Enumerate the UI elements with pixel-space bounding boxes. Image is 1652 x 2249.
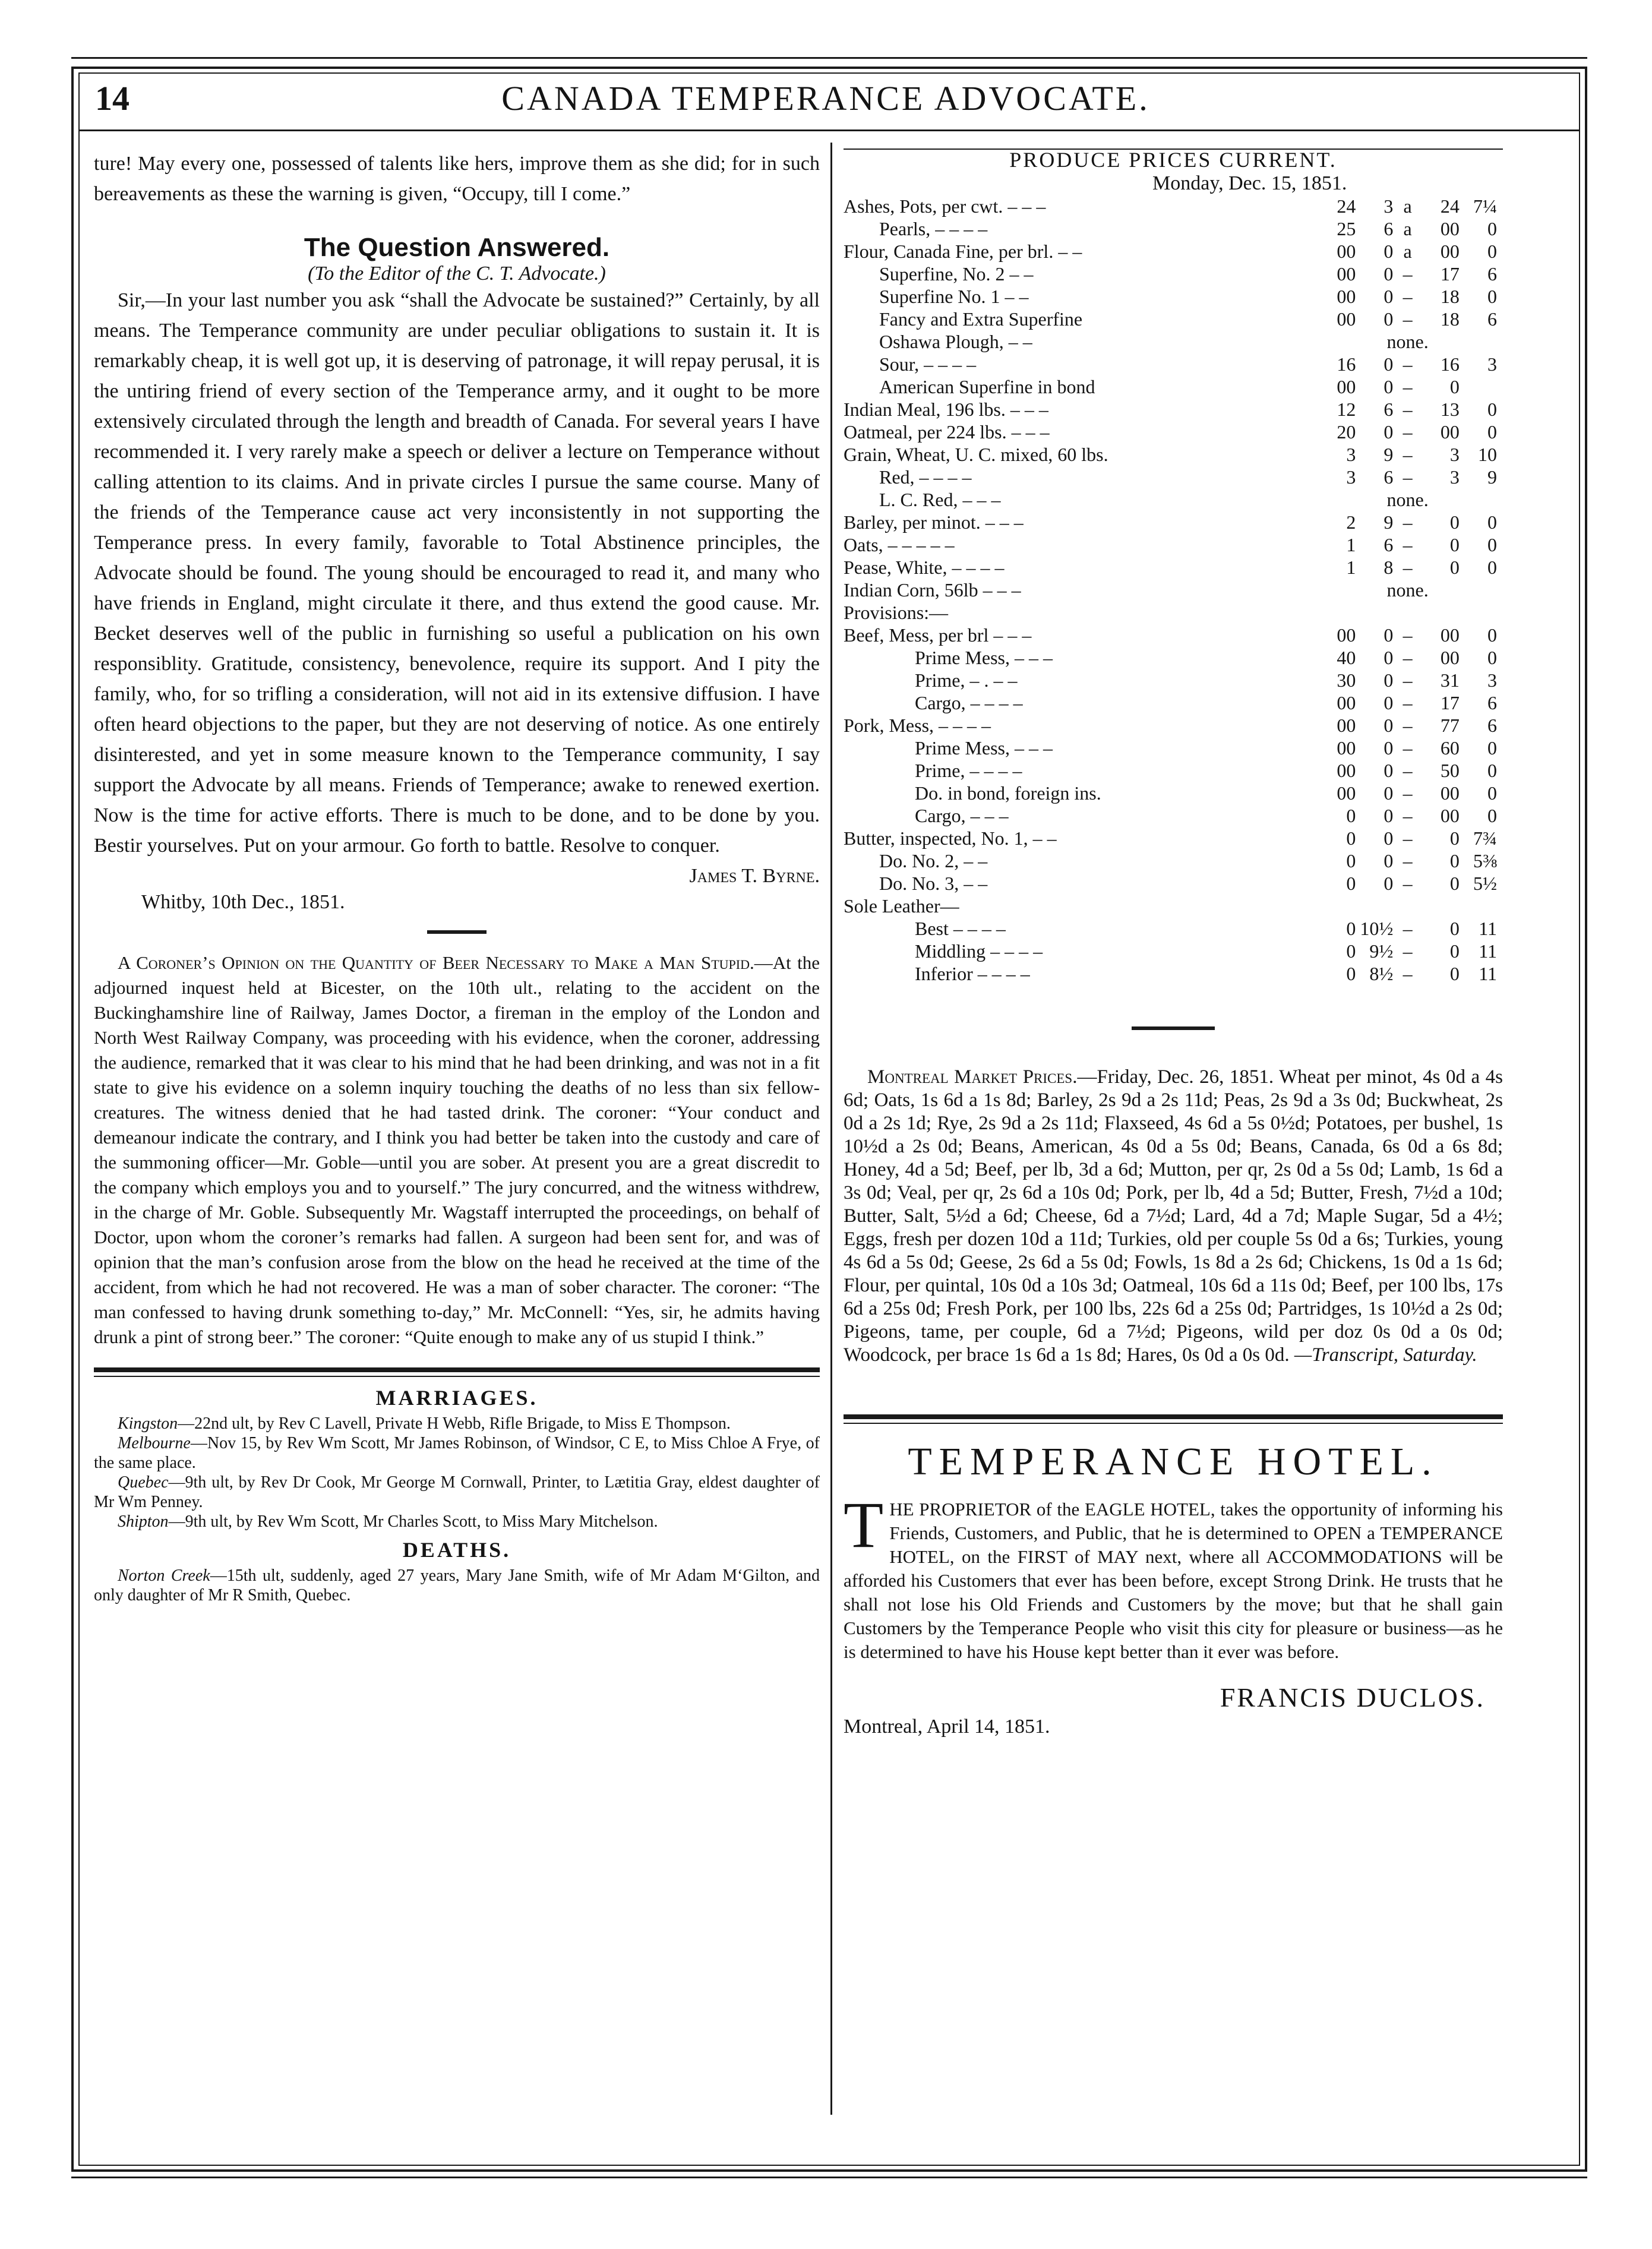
price-separator: – (1403, 805, 1413, 826)
page-number: 14 (95, 79, 129, 118)
notice-text: —9th ult, by Rev Wm Scott, Mr Charles Scott, to Miss Mary Mitchelson. (168, 1512, 658, 1531)
price-high-shillings: 0 (1449, 963, 1460, 984)
price-low-pence: 0 (1383, 873, 1394, 894)
price-high-shillings: 31 (1440, 669, 1460, 691)
price-spacer (1318, 895, 1497, 917)
price-row (844, 872, 1497, 895)
price-high-shillings: 00 (1440, 647, 1460, 668)
price-low-pence: 3 (1383, 195, 1394, 217)
price-separator: – (1403, 873, 1413, 894)
price-row (844, 714, 1497, 737)
price-row (844, 691, 1497, 714)
price-high-shillings: 77 (1440, 715, 1460, 736)
price-row (844, 669, 1497, 691)
price-high-shillings: 00 (1440, 241, 1460, 262)
price-item: American Superfine in bond (879, 376, 1095, 397)
price-high-pence: 11 (1479, 963, 1497, 984)
price-row (844, 398, 1497, 421)
marriages-heading: MARRIAGES. (375, 1386, 538, 1410)
price-item: Barley, per minot. – – – (844, 511, 1024, 533)
price-row (844, 579, 1497, 601)
price-item: Beef, Mess, per brl – – – (844, 624, 1032, 646)
price-separator: – (1403, 647, 1413, 668)
price-separator: – (1403, 624, 1413, 646)
prices-table-body (844, 195, 1497, 985)
price-item: Prime, – . – – (915, 669, 1018, 691)
price-item: Prime Mess, – – – (915, 647, 1053, 668)
price-low-pence: 9 (1383, 511, 1394, 533)
price-high-pence: 7¾ (1473, 827, 1497, 849)
price-separator: – (1403, 444, 1413, 465)
price-low-pence: 0 (1383, 737, 1394, 759)
price-separator: – (1403, 669, 1413, 691)
price-row (844, 601, 1497, 624)
letter-signature-line (94, 861, 820, 891)
price-high-shillings: 0 (1449, 511, 1460, 533)
price-low-shillings: 00 (1337, 624, 1356, 646)
price-item: Oatmeal, per 224 lbs. – – – (844, 421, 1050, 443)
price-item: Do. in bond, foreign ins. (915, 782, 1101, 804)
price-row (844, 849, 1497, 872)
price-separator: a (1403, 195, 1412, 217)
price-high-shillings: 0 (1449, 534, 1460, 555)
price-high-pence: 0 (1487, 557, 1497, 578)
hotel-heading: TEMPERANCE HOTEL. (908, 1440, 1439, 1483)
price-row (844, 827, 1497, 849)
price-low-pence: 0 (1383, 308, 1394, 330)
price-low-pence: 0 (1383, 782, 1394, 804)
price-item: Ashes, Pots, per cwt. – – – (844, 195, 1046, 217)
letter-body: Sir,—In your last number you ask “shall the Advocate be sustained?” Certainly, by all means. The Temperance community are under peculiar obligations to sustain it. It is remarkably cheap, it is well got up, it is deserving of patronage, it will repay perusal, it is the untiring friend of every section of the Temperance army, and it ought to be more extensively circulated through the length and breadth of Canada. For several years I have recommended it. I very rarely make a speech or deliver a lecture on Temperance without calling attention to its claims. And in private circles I pursue the same course. Many of the friends of the Temperance cause act very inconsistently in not supporting the Temperance press. In every family, favorable to Total Abstinence principles, the Advocate should be found. The young should be encouraged to read it, and many who have friends in England, might circulate it there, and thus extend the good cause. Mr. Becket deserves well of the public in furnishing so useful a publication on his own responsiblity. Gratitude, consistency, benevolence, require its support. And I pity the family, who, for so trifling a consideration, will not aid in its extensive diffusion. I have often heard objections to the paper, but they are not deserving of notice. As one entirely disinterested, and yet in some measure known to the Temperance community, I say support the Advocate by all means. Friends of Temperance; awake to renewed exertion. Now is the time for active efforts. There is much to be done, and to be done by you. Bestir yourselves. Put on your armour. Go forth to battle. Resolve to conquer. (94, 289, 820, 857)
price-separator: – (1403, 421, 1413, 443)
price-low-shillings: 0 (1346, 850, 1356, 871)
price-row (844, 917, 1497, 940)
price-row (844, 895, 1497, 917)
price-row (844, 263, 1497, 285)
price-item: Pearls, – – – – (879, 218, 988, 239)
price-high-pence: 6 (1487, 308, 1497, 330)
market-text: —Friday, Dec. 26, 1851. Wheat per minot, 4s 0d a 4s 6d; Oats, 1s 6d a 1s 8d; Barley, 2s 9d a 2s 11d; Peas, 2s 9d a 3s 0d; Buckwheat, 2s 0d a 2s 1d; Rye, 2s 9d a 2s 11d; Flaxseed, 4s 6d a 5s 0½d; Potatoes, per bushel, 1s 10½d a 2s 0d; Beans, American, 4s 0d a 5s 0d; Beans, Canada, 6s 0d a 6s 8d; Honey, 4d a 5d; Beef, per lb, 3d a 6d; Mutton, per qr, 2s 0d a 5s 0d; Lamb, 1s 6d a 3s 0d; Veal, per qr, 2s 6d a 10s 0d; Pork, per lb, 4d a 5d; Butter, Fresh, 7½d a 10d; Butter, Salt, 5½d a 6d; Cheese, 6d a 7½d; Lard, 4d a 7d; Maple Sugar, 5d a 4½; Eggs, fresh per dozen 10d a 11d; Turkies, old per couple 5s 0d a 6s; Turkies, young 4s 6d a 5s 0d; Geese, 2s 6d a 5s 0d; Fowls, 1s 8d a 2s 6d; Chickens, 1s 0d a 1s 6d; Flour, per quintal, 10s 0d a 10s 3d; Oatmeal, 10s 6d a 11s 0d; Beef, per 100 lbs, 17s 6d a 25s 0d; Fresh Pork, per 100 lbs, 22s 6d a 25s 0d; Partridges, 1s 10½d a 2s 0d; Pigeons, tame, per couple, 6d a 7½d; Pigeons, wild per doz 0s 0d a 0s 0d; Woodcock, per brace 1s 6d a 1s 8d; Hares, 0s 0d a 0s 0d. (844, 1066, 1503, 1366)
price-low-pence: 0 (1383, 669, 1394, 691)
marriages-list (94, 1414, 820, 1531)
price-item: Flour, Canada Fine, per brl. – – (844, 241, 1082, 262)
price-low-shillings: 00 (1337, 263, 1356, 285)
letter-heading: The Question Answered. (304, 233, 610, 262)
price-low-shillings: 00 (1337, 715, 1356, 736)
price-low-shillings: 00 (1337, 241, 1356, 262)
price-row (844, 556, 1497, 579)
price-separator: – (1403, 850, 1413, 871)
price-low-shillings: 00 (1337, 737, 1356, 759)
price-separator: – (1403, 963, 1413, 984)
price-high-pence: 5⅜ (1473, 850, 1497, 871)
price-low-shillings: 16 (1337, 353, 1356, 375)
price-high-pence: 6 (1487, 692, 1497, 713)
price-low-pence: 6 (1383, 399, 1394, 420)
price-separator: – (1403, 286, 1413, 307)
price-low-pence: 6 (1383, 466, 1394, 488)
price-low-shillings: 0 (1346, 918, 1356, 939)
right-column (844, 149, 1503, 1738)
price-item: Fancy and Extra Superfine (879, 308, 1083, 330)
price-high-shillings: 17 (1440, 692, 1460, 713)
price-high-shillings: 0 (1449, 850, 1460, 871)
price-high-shillings: 50 (1440, 760, 1460, 781)
prices-heading: PRODUCE PRICES CURRENT. (1009, 148, 1337, 172)
price-high-pence: 0 (1487, 805, 1497, 826)
price-high-shillings: 00 (1440, 421, 1460, 443)
price-high-shillings: 0 (1449, 873, 1460, 894)
price-item: Indian Corn, 56lb – – – (844, 579, 1021, 601)
price-low-shillings: 00 (1337, 286, 1356, 307)
price-low-shillings: 3 (1346, 444, 1356, 465)
price-high-shillings: 0 (1449, 827, 1460, 849)
price-low-pence: 6 (1383, 534, 1394, 555)
price-item: Cargo, – – – – (915, 692, 1023, 713)
letter-dateline: Whitby, 10th Dec., 1851. (141, 891, 345, 913)
price-none: none. (1386, 331, 1429, 352)
price-item: Pease, White, – – – – (844, 557, 1005, 578)
price-row (844, 804, 1497, 827)
notice-text: —15th ult, suddenly, aged 27 years, Mary Jane Smith, wife of Mr Adam M‘Gilton, and only daughter of Mr R Smith, Quebec. (94, 1566, 820, 1604)
notice-place: Kingston (118, 1414, 178, 1433)
heavy-rule (844, 1414, 1503, 1419)
notice-place: Shipton (118, 1512, 169, 1531)
price-item: Pork, Mess, – – – – (844, 715, 991, 736)
price-low-shillings: 0 (1346, 827, 1356, 849)
price-high-pence: 3 (1487, 353, 1497, 375)
market-source: —Transcript, Saturday. (1294, 1344, 1477, 1366)
price-item: Do. No. 3, – – (879, 873, 988, 894)
price-item: Sour, – – – – (879, 353, 977, 375)
masthead-rule (80, 129, 1579, 131)
price-high-pence: 3 (1487, 669, 1497, 691)
price-separator: – (1403, 511, 1413, 533)
price-high-pence: 11 (1479, 918, 1497, 939)
price-none: none. (1386, 489, 1429, 510)
price-high-pence: 9 (1487, 466, 1497, 488)
price-low-pence: 0 (1383, 827, 1394, 849)
notice-text: —22nd ult, by Rev C Lavell, Private H Webb, Rifle Brigade, to Miss E Thompson. (178, 1414, 731, 1433)
price-low-pence: 0 (1383, 715, 1394, 736)
section-divider (1132, 1026, 1215, 1030)
price-row (844, 308, 1497, 330)
price-low-shillings: 00 (1337, 308, 1356, 330)
price-separator: – (1403, 466, 1413, 488)
price-low-shillings: 0 (1346, 805, 1356, 826)
masthead-title: CANADA TEMPERANCE ADVOCATE. (501, 79, 1150, 118)
price-low-pence: 8½ (1369, 963, 1394, 984)
price-low-pence: 9 (1383, 444, 1394, 465)
notice-place: Norton Creek (118, 1566, 210, 1585)
price-high-shillings: 24 (1440, 195, 1460, 217)
price-low-pence: 0 (1383, 263, 1394, 285)
price-item: Oats, – – – – – (844, 534, 955, 555)
price-high-pence: 0 (1487, 647, 1497, 668)
price-low-pence: 9½ (1369, 940, 1394, 962)
price-low-pence: 0 (1383, 376, 1394, 397)
price-row (844, 217, 1497, 240)
price-high-shillings: 17 (1440, 263, 1460, 285)
price-row (844, 511, 1497, 533)
price-separator: – (1403, 557, 1413, 578)
price-item: Prime Mess, – – – (915, 737, 1053, 759)
price-high-pence: 0 (1487, 782, 1497, 804)
price-high-shillings: 00 (1440, 624, 1460, 646)
price-low-shillings: 0 (1346, 873, 1356, 894)
prices-date: Monday, Dec. 15, 1851. (1152, 172, 1347, 194)
price-separator: – (1403, 263, 1413, 285)
hotel-text: HE PROPRIETOR of the EAGLE HOTEL, takes the opportunity of informing his Friends, Customers, and Public, that he is determined to OPEN a TEMPERANCE HOTEL, on the FIRST of MAY next, where all ACCOMMODATIONS will be afforded his Customers that ever has been before, except Strong Drink. He trusts that he shall not lose his Old Friends and Customers by the move; but that he shall gain Customers by the Temperance People who visit this city for pleasure or business—as he is determined to have his House kept better than it ever was before. (844, 1499, 1503, 1662)
price-high-shillings: 0 (1449, 376, 1460, 397)
price-row (844, 533, 1497, 556)
marriage-notice (94, 1512, 820, 1531)
price-item: Provisions:— (844, 602, 949, 623)
price-item: Inferior – – – – (915, 963, 1030, 984)
price-low-pence: 0 (1383, 647, 1394, 668)
price-high-shillings: 0 (1449, 557, 1460, 578)
price-low-shillings: 3 (1346, 466, 1356, 488)
price-high-pence: 0 (1487, 241, 1497, 262)
price-separator: – (1403, 760, 1413, 781)
column-divider (830, 143, 832, 2115)
price-separator: – (1403, 827, 1413, 849)
bottom-rule (71, 2177, 1587, 2178)
price-none: none. (1386, 579, 1429, 601)
price-low-pence: 0 (1383, 805, 1394, 826)
price-row (844, 962, 1497, 985)
price-item: Best – – – – (915, 918, 1006, 939)
price-high-shillings: 3 (1449, 466, 1460, 488)
notice-text: —Nov 15, by Rev Wm Scott, Mr James Robinson, of Windsor, C E, to Miss Chloe A Frye, of the same place. (94, 1434, 820, 1472)
price-item: Indian Meal, 196 lbs. – – – (844, 399, 1048, 420)
letter-signature: James T. Byrne. (689, 865, 820, 887)
price-high-shillings: 00 (1440, 782, 1460, 804)
hotel-date: Montreal, April 14, 1851. (844, 1716, 1050, 1738)
price-item: Middling – – – – (915, 940, 1043, 962)
price-low-shillings: 0 (1346, 940, 1356, 962)
price-low-shillings: 40 (1337, 647, 1356, 668)
price-separator: – (1403, 534, 1413, 555)
letter-subheading: (To the Editor of the C. T. Advocate.) (308, 263, 606, 285)
price-row (844, 466, 1497, 488)
hotel-advertisement (844, 1489, 1503, 1664)
price-high-shillings: 13 (1440, 399, 1460, 420)
price-row (844, 421, 1497, 443)
hotel-signature: FRANCIS DUCLOS. (1220, 1682, 1485, 1713)
price-low-shillings: 24 (1337, 195, 1356, 217)
marriage-notice (94, 1473, 820, 1512)
price-row (844, 759, 1497, 782)
notice-text: —9th ult, by Rev Dr Cook, Mr George M Cornwall, Printer, to Lætitia Gray, eldest daughter of Mr Wm Penney. (94, 1473, 820, 1511)
price-separator: – (1403, 692, 1413, 713)
price-separator: – (1403, 940, 1413, 962)
continuation-text: ture! May every one, possessed of talents like hers, improve them as she did; for in such bereavements as these the warning is given, “Occupy, till I come.” (94, 153, 820, 205)
price-low-shillings: 00 (1337, 376, 1356, 397)
price-item: Butter, inspected, No. 1, – – (844, 827, 1057, 849)
price-item: Red, – – – – (879, 466, 972, 488)
left-column (94, 149, 820, 1605)
section-divider (427, 930, 487, 934)
price-low-shillings: 0 (1346, 963, 1356, 984)
price-low-shillings: 12 (1337, 399, 1356, 420)
price-low-pence: 6 (1383, 218, 1394, 239)
price-low-shillings: 25 (1337, 218, 1356, 239)
top-rule (71, 57, 1587, 59)
thin-rule (94, 1376, 820, 1377)
price-high-pence (1460, 375, 1497, 398)
price-item: Superfine, No. 2 – – (879, 263, 1034, 285)
price-row (844, 353, 1497, 375)
price-separator: – (1403, 353, 1413, 375)
price-low-shillings: 00 (1337, 692, 1356, 713)
price-item: Oshawa Plough, – – (879, 331, 1032, 352)
price-low-pence: 0 (1383, 353, 1394, 375)
price-item: Superfine No. 1 – – (879, 286, 1029, 307)
price-low-shillings: 00 (1337, 782, 1356, 804)
price-item: L. C. Red, – – – (879, 489, 1001, 510)
price-row (844, 443, 1497, 466)
price-row (844, 624, 1497, 646)
price-low-pence: 0 (1383, 241, 1394, 262)
price-low-shillings: 1 (1346, 534, 1356, 555)
price-item: Grain, Wheat, U. C. mixed, 60 lbs. (844, 444, 1108, 465)
price-row (844, 285, 1497, 308)
price-separator: – (1403, 737, 1413, 759)
price-item: Cargo, – – – (915, 805, 1009, 826)
deaths-heading: DEATHS. (402, 1538, 511, 1562)
price-low-pence: 8 (1383, 557, 1394, 578)
market-prices (844, 1066, 1503, 1367)
price-high-pence: 0 (1487, 286, 1497, 307)
price-high-pence: 0 (1487, 624, 1497, 646)
marriage-notice (94, 1433, 820, 1473)
price-high-shillings: 60 (1440, 737, 1460, 759)
prices-table (844, 195, 1497, 985)
notice-place: Melbourne (118, 1434, 191, 1452)
marriage-notice (94, 1414, 820, 1433)
price-low-pence: 0 (1383, 692, 1394, 713)
price-high-pence: 0 (1487, 511, 1497, 533)
price-low-shillings: 2 (1346, 511, 1356, 533)
price-low-pence: 0 (1383, 421, 1394, 443)
price-low-shillings: 00 (1337, 760, 1356, 781)
price-high-pence: 6 (1487, 715, 1497, 736)
price-low-pence: 0 (1383, 624, 1394, 646)
price-high-pence: 0 (1487, 218, 1497, 239)
price-high-pence: 0 (1487, 737, 1497, 759)
price-row (844, 375, 1497, 398)
price-separator: – (1403, 782, 1413, 804)
notice-place: Quebec (118, 1473, 169, 1492)
price-separator: – (1403, 399, 1413, 420)
price-separator: – (1403, 918, 1413, 939)
price-high-pence: 10 (1478, 444, 1497, 465)
price-high-pence: 0 (1487, 760, 1497, 781)
price-row (844, 240, 1497, 263)
death-notice (94, 1566, 820, 1605)
price-low-pence: 0 (1383, 760, 1394, 781)
price-row (844, 782, 1497, 804)
price-high-shillings: 0 (1449, 940, 1460, 962)
price-separator: – (1403, 376, 1413, 397)
thin-rule (844, 1423, 1503, 1424)
price-low-shillings: 30 (1337, 669, 1356, 691)
price-row (844, 940, 1497, 962)
price-separator: a (1403, 241, 1412, 262)
price-item: Do. No. 2, – – (879, 850, 988, 871)
price-low-shillings: 1 (1346, 557, 1356, 578)
price-high-pence: 11 (1479, 940, 1497, 962)
price-high-pence: 6 (1487, 263, 1497, 285)
price-row (844, 330, 1497, 353)
heavy-rule (94, 1367, 820, 1372)
price-high-pence: 0 (1487, 534, 1497, 555)
price-high-pence: 5½ (1473, 873, 1497, 894)
price-separator: – (1403, 308, 1413, 330)
price-separator: – (1403, 715, 1413, 736)
price-item: Sole Leather— (844, 895, 959, 917)
price-item: Prime, – – – – (915, 760, 1022, 781)
price-high-shillings: 18 (1440, 308, 1460, 330)
price-row (844, 195, 1497, 217)
price-high-pence: 0 (1487, 399, 1497, 420)
price-high-shillings: 0 (1449, 918, 1460, 939)
price-low-shillings: 20 (1337, 421, 1356, 443)
price-high-shillings: 00 (1440, 218, 1460, 239)
coroner-heading: A Coroner’s Opinion on the Quantity of Beer Necessary to Make a Man Stupid. (118, 952, 754, 973)
price-low-pence: 0 (1383, 850, 1394, 871)
coroner-body: —At the adjourned inquest held at Bicester, on the 10th ult., relating to the accident on the Buckinghamshire line of Railway, James Doctor, a fireman in the employ of the London and North West Railway Company, was proceeding with his evidence, when the coroner, addressing the audience, remarked that it was clear to his mind that he had been drinking, and was not in a fit state to give his evidence on a solemn inquiry touching the deaths of no less than six fellow-creatures. The witness denied that he had tasted drink. The coroner: “Your conduct and demeanour indicate the contrary, and I think you had better be taken into the custody and care of the summoning officer—Mr. Goble—until you are sober. At present you are a great discredit to the company which employs you and to yourself.” The jury concurred, and the witness withdrew, in the charge of Mr. Goble. Subsequently Mr. Wagstaff interrupted the proceedings, on behalf of Doctor, upon whom the coroner’s remarks had fallen. A surgeon had been sent for, and was of opinion that the man’s confusion arose from the blow on the head he received at the time of the accident, from which he had not recovered. He was a man of sober character. The coroner: “The man confessed to having drunk something to-day,” Mr. McConnell: “Yes, sir, he admits having drunk a pint of strong beer.” The coroner: “Quite enough to make any of us stupid I think.” (94, 952, 820, 1347)
price-row (844, 737, 1497, 759)
price-row (844, 646, 1497, 669)
price-high-pence: 0 (1487, 421, 1497, 443)
price-separator: a (1403, 218, 1412, 239)
market-heading: Montreal Market Prices. (867, 1066, 1078, 1088)
price-high-shillings: 18 (1440, 286, 1460, 307)
coroner-article (94, 950, 820, 1350)
price-row (844, 488, 1497, 511)
price-high-shillings: 00 (1440, 805, 1460, 826)
price-low-pence: 0 (1383, 286, 1394, 307)
drop-cap: T (844, 1489, 884, 1561)
price-low-pence: 10½ (1360, 918, 1394, 939)
price-high-shillings: 3 (1449, 444, 1460, 465)
price-high-pence: 7¼ (1473, 195, 1497, 217)
price-spacer (1318, 601, 1497, 624)
price-high-shillings: 16 (1440, 353, 1460, 375)
